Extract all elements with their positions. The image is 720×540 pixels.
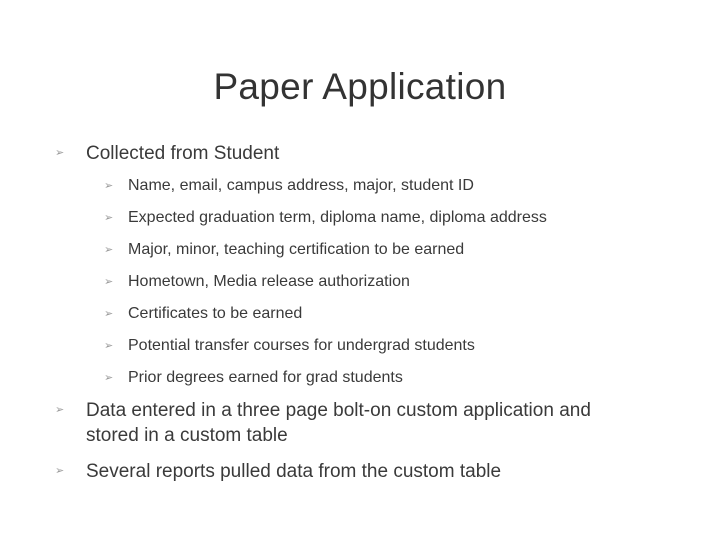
bullet-text <box>86 398 591 448</box>
sub-bullet-certificates <box>104 304 302 324</box>
sub-bullet-text: Certificates to be earned <box>128 305 303 322</box>
arrow-bullet-icon: ➢ <box>104 276 114 288</box>
sub-bullet-name-email <box>104 176 474 196</box>
sub-bullet-text: Major, minor, teaching certification to be earned <box>128 241 465 258</box>
arrow-bullet-icon: ➢ <box>104 372 114 384</box>
arrow-bullet-icon: ➢ <box>104 180 114 192</box>
sub-bullet-prior-degrees <box>104 368 403 388</box>
bullet-text-line-2: stored in a custom table <box>86 425 288 446</box>
sub-bullet-transfer-courses <box>104 336 475 356</box>
arrow-bullet-icon: ➢ <box>104 212 114 224</box>
arrow-bullet-icon: ➢ <box>104 308 114 320</box>
sub-bullet-major-minor <box>104 240 464 260</box>
bullet-data-entered <box>55 398 591 448</box>
arrow-bullet-icon: ➢ <box>104 340 114 352</box>
sub-bullet-text: Prior degrees earned for grad students <box>128 369 403 386</box>
bullet-several-reports <box>55 459 501 484</box>
sub-bullet-text: Expected graduation term, diploma name, diploma address <box>128 209 547 226</box>
arrow-bullet-icon: ➢ <box>55 147 65 159</box>
bullet-collected-from-student <box>55 141 279 166</box>
sub-bullet-hometown <box>104 272 410 292</box>
sub-bullet-text: Hometown, Media release authorization <box>128 273 410 290</box>
bullet-text: Several reports pulled data from the custom table <box>86 461 502 482</box>
sub-bullet-expected-graduation <box>104 208 547 228</box>
bullet-text: Collected from Student <box>86 143 280 164</box>
sub-bullet-text: Name, email, campus address, major, student ID <box>128 177 474 194</box>
arrow-bullet-icon: ➢ <box>55 465 65 477</box>
arrow-bullet-icon: ➢ <box>104 244 114 256</box>
slide-title: Paper Application <box>213 66 507 107</box>
bullet-text-line-1: Data entered in a three page bolt-on custom application and <box>86 400 591 421</box>
sub-bullet-text: Potential transfer courses for undergrad students <box>128 337 475 354</box>
arrow-bullet-icon: ➢ <box>55 404 65 416</box>
